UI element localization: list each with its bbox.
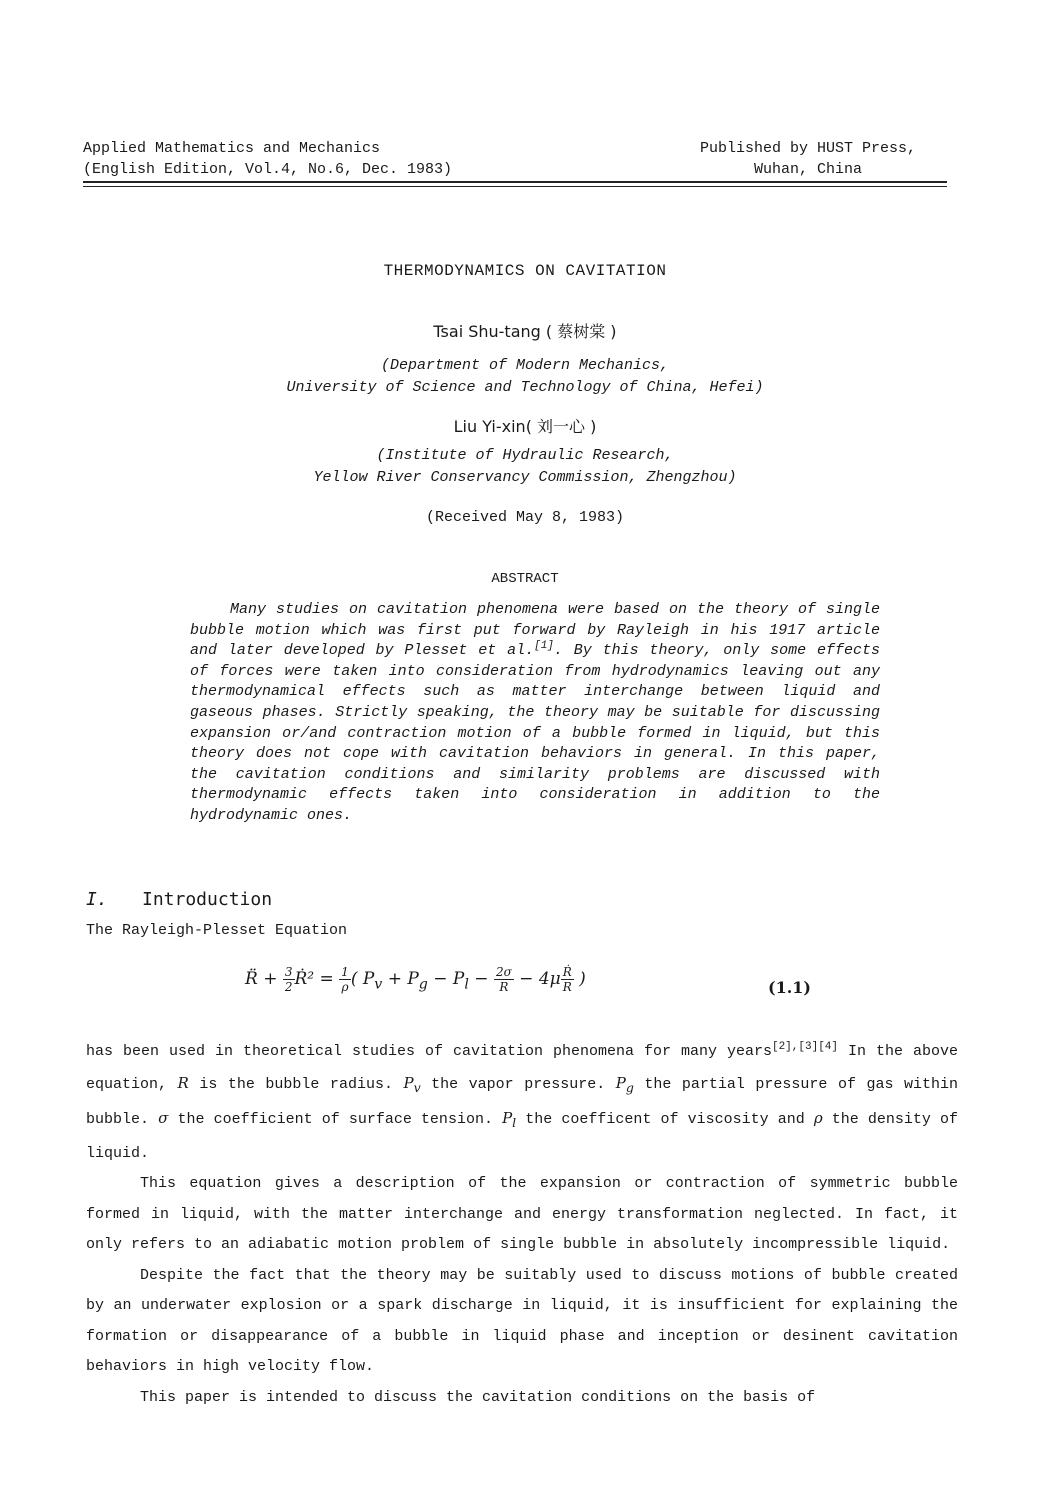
symbol-Pg: $P_g$ [615,1073,634,1095]
symbol-Pv-base: P [403,1073,414,1092]
journal-name: Applied Mathematics and Mechanics [83,140,381,157]
subheading: The Rayleigh-Plesset Equation [86,922,348,939]
p1-text-f: the coefficient of surface tension. [168,1111,503,1128]
section-title: Introduction [142,889,273,910]
paragraph-1 [86,1037,958,1169]
rayleigh-plesset-equation: R̈ + $\frac{3}{2}$ Ṙ² = $\frac{1}{\rho}$ ( $P_v + P_g - P_l$ − $\frac{2\sigma}{R}$ − 4μ $\frac{\text{Ṙ}}{R}$ ) [245,965,586,994]
publisher-header [700,138,916,180]
affiliation-1-line-1: (Department of Modern Mechanics, [380,357,670,374]
p1-text-a: has been used in theoretical studies of cavitation phenomena for many years [86,1043,772,1060]
p1-text-c: is the bubble radius. [188,1075,404,1093]
journal-edition: (English Edition, Vol.4, No.6, Dec. 1983) [83,161,453,178]
affiliation-2-line-1: (Institute of Hydraulic Research, [376,447,674,464]
paragraph-2: This equation gives a description of the expansion or contraction of symmetric bubble formed in liquid, with the matter interchange and energy transformation neglected. In fact, it only refers to an adiabatic motion problem of single bubble in absolutely incompressible liquid. [86,1175,958,1253]
paragraph-3: Despite the fact that the theory may be suitably used to discuss motions of bubble created by an underwater explosion or a spark discharge in liquid, it is insufficient for explaining the formation or disappearance of a bubble in liquid phase and inception or desinent cavitation behaviors in high velocity flow. [86,1266,958,1375]
author-2: Liu Yi-xin( 刘一心 ) [453,417,597,436]
abstract-part-2: . By this theory, only some effects of forces were taken into consideration from hydrodynamics leaving out any thermodynamical effects such as matter interchange between liquid and gaseous phases. Strictly speaking, the theory may be suitable for discussing expansion or/and contraction motion of a bubble formed in liquid, but this theory does not cope with cavitation behaviors in general. In this paper, the cavitation conditions and similarity problems are discussed with thermodynamic effects taken into consideration in addition to the hydrodynamic ones. [190,642,880,824]
symbol-R: R [177,1073,189,1092]
equation-number: (1.1) [768,978,811,997]
symbol-rho: ρ [813,1109,823,1127]
body-text [86,1037,958,1413]
publisher-location: Wuhan, China [754,161,863,178]
p1-text-d: the vapor pressure. [420,1075,616,1093]
abstract-text [190,600,880,827]
affiliation-1-line-2: University of Science and Technology of China, Hefei) [286,379,764,396]
abstract-heading: ABSTRACT [491,571,559,587]
header-rule-thick [83,181,947,183]
journal-header [83,138,452,180]
paper-title: THERMODYNAMICS ON CAVITATION [383,262,667,280]
publisher-name: Published by HUST Press, [700,140,917,157]
p1-citations: [2],[3][4] [771,1041,838,1053]
symbol-Pg-base: P [615,1073,626,1092]
abstract-citation: [1] [534,640,554,653]
p1-text-h: the density of liquid. [86,1111,958,1162]
symbol-Pl: $P_l$ [502,1109,517,1130]
affiliation-1 [0,355,1050,399]
affiliation-2-line-2: Yellow River Conservancy Commission, Zhengzhou) [313,469,737,486]
affiliation-2 [0,445,1050,489]
author-1: Tsai Shu-tang ( 蔡树棠 ) [433,322,617,341]
header-rule-thin [83,186,947,187]
section-number: I. [86,889,108,910]
p1-text-g: the coefficent of viscosity and [516,1111,814,1128]
symbol-Pl-base: P [502,1109,513,1127]
received-date: (Received May 8, 1983) [425,509,625,526]
p1-text-b: In the above equation, [86,1043,958,1093]
abstract-part-1: Many studies on cavitation phenomena were based on the theory of single bubble motion which was first put forward by Rayleigh in his 1917 article and later developed by Plesset et al. [190,601,880,660]
p1-text-e: the partial pressure of gas within bubble. [86,1075,959,1128]
symbol-Pv: $P_v$ [403,1073,421,1095]
section-heading [86,889,272,910]
paragraph-4: This paper is intended to discuss the cavitation conditions on the basis of [140,1388,816,1406]
symbol-sigma: σ [158,1109,169,1127]
